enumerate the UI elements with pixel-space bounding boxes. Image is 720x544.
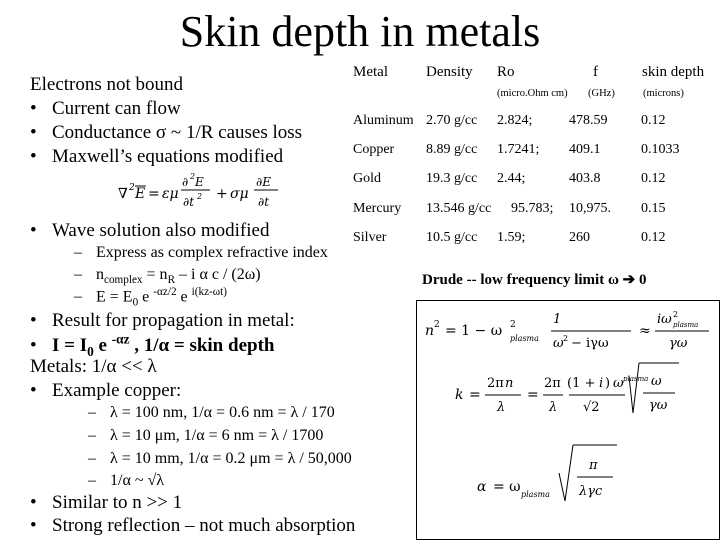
bullet-current — [30, 98, 181, 120]
sub-express: – Express as complex refractive index — [74, 244, 328, 261]
svg-text:γω: γω — [649, 398, 668, 413]
sub-text: Express as complex refractive index — [96, 244, 328, 261]
svg-text:≈: ≈ — [639, 323, 651, 339]
bullet-result — [30, 310, 295, 332]
sub-ncomplex: – $n_{complex} = n_R - i$ α c / (2ω) — [74, 266, 261, 287]
unit-ro: (micro.Ohm cm) — [497, 88, 568, 99]
svg-text:=: = — [527, 387, 539, 403]
cell-f: 409.1 — [569, 142, 601, 157]
sub-efield: – $E = E_0$ e $^{-\alpha z/2}$ e $^{i(kz-\omega t)}$ — [74, 286, 227, 309]
copper-example-4: – 1/α ~ √λ — [88, 472, 165, 489]
bullet-text: Conductance σ ~ 1/R causes loss — [52, 122, 303, 143]
bullet-dot: • — [30, 122, 37, 143]
bullet-dot: • — [30, 515, 37, 536]
svg-text:(1 +: (1 + — [567, 376, 596, 391]
svg-text:k: k — [455, 387, 464, 403]
cell-density: 13.546 g/cc — [426, 201, 492, 216]
svg-text:2: 2 — [129, 183, 135, 193]
svg-text:λ: λ — [549, 400, 558, 415]
bullet-wave — [30, 220, 269, 242]
svg-text:2: 2 — [434, 320, 440, 330]
bullet-dot: • — [30, 310, 37, 331]
cell-density: 19.3 g/cc — [426, 171, 478, 186]
svg-text:− iγω: − iγω — [571, 336, 609, 351]
svg-text:∂: ∂ — [182, 175, 189, 189]
cell-metal: Mercury — [353, 201, 402, 216]
copper-example-2: – λ = 10 μm, 1/α = 6 nm = λ / 1700 — [88, 427, 324, 444]
svg-text:=: = — [148, 186, 160, 202]
cell-f: 10,975. — [569, 201, 611, 216]
svg-text:plasma: plasma — [673, 321, 699, 329]
drude-equations-box — [416, 300, 720, 540]
cell-metal: Aluminum — [353, 113, 414, 128]
copper-example-3: – λ = 10 mm, 1/α = 0.2 μm = λ / 50,000 — [88, 450, 352, 467]
cell-skin: 0.1033 — [641, 142, 680, 157]
svg-text:2: 2 — [510, 320, 516, 330]
svg-text:∂t: ∂t — [258, 195, 270, 209]
svg-text:= ω: = ω — [493, 479, 521, 495]
svg-text:2: 2 — [563, 334, 569, 343]
svg-text:σμ: σμ — [230, 186, 249, 202]
svg-text:n: n — [425, 323, 435, 339]
cell-skin: 0.15 — [641, 201, 666, 216]
cell-metal: Copper — [353, 142, 395, 157]
bullet-text: Strong reflection – not much absorption — [52, 515, 356, 536]
col-header-ro: Ro — [497, 64, 515, 80]
svg-text:γω: γω — [669, 336, 688, 351]
svg-text:2: 2 — [197, 192, 203, 201]
cell-f: 403.8 — [569, 171, 601, 186]
svg-text:i: i — [599, 376, 604, 391]
bullet-conductance — [30, 122, 302, 144]
svg-text:plasma: plasma — [623, 375, 649, 383]
cell-f: 260 — [569, 230, 590, 245]
svg-text:plasma: plasma — [510, 334, 539, 343]
cell-ro: 95.783; — [511, 201, 554, 216]
cell-f: 478.59 — [569, 113, 608, 128]
metals-line: Metals: 1/α << λ — [30, 356, 157, 377]
intro-line: Electrons not bound — [30, 74, 184, 95]
cell-metal: Gold — [353, 171, 381, 186]
col-header-density: Density — [426, 64, 473, 80]
unit-f: (GHz) — [588, 88, 615, 99]
bullet-dot: • — [30, 335, 37, 357]
svg-text:E: E — [195, 175, 204, 189]
bullet-dot: • — [30, 146, 37, 167]
cell-ro: 1.7241; — [497, 142, 540, 157]
svg-text:α: α — [477, 479, 487, 495]
bullet-intensity: • $I = I_0$ e $^{-\alpha z}$ , 1/α = skin depth — [30, 332, 275, 360]
cell-ro: 2.44; — [497, 171, 526, 186]
svg-text:∇: ∇ — [118, 186, 128, 202]
col-header-f: f — [593, 64, 598, 80]
maxwell-equation — [118, 168, 308, 216]
bullet-dot: • — [30, 220, 37, 241]
col-header-metal: Metal — [353, 64, 388, 80]
bullet-text: Wave solution also modified — [52, 220, 270, 241]
bullet-text: Maxwell’s equations modified — [52, 146, 284, 167]
bullet-reflection — [30, 515, 355, 537]
svg-text:εμ: εμ — [162, 186, 179, 202]
bullet-text: Similar to n >> 1 — [52, 492, 183, 513]
svg-text:=: = — [469, 387, 481, 403]
svg-text:E: E — [135, 186, 146, 202]
bullet-text: Current can flow — [52, 98, 181, 119]
svg-text:): ) — [605, 376, 611, 391]
svg-text:plasma: plasma — [521, 490, 550, 499]
svg-text:iω: iω — [657, 312, 672, 327]
cell-density: 8.89 g/cc — [426, 142, 478, 157]
cell-skin: 0.12 — [641, 171, 666, 186]
col-header-skin-depth: skin depth — [642, 64, 705, 80]
svg-text:ω: ω — [651, 374, 662, 389]
cell-ro: 2.824; — [497, 113, 533, 128]
svg-text:+: + — [216, 186, 228, 202]
cell-density: 10.5 g/cc — [426, 230, 478, 245]
bullet-text: Example copper: — [52, 380, 182, 401]
bullet-dot: • — [30, 492, 37, 513]
svg-text:ω: ω — [613, 376, 624, 391]
cell-density: 2.70 g/cc — [426, 113, 478, 128]
svg-text:1: 1 — [553, 312, 562, 327]
svg-text:∂E: ∂E — [256, 175, 271, 189]
bullet-dot: • — [30, 380, 37, 401]
cell-ro: 1.59; — [497, 230, 526, 245]
svg-text:λ: λ — [497, 400, 506, 415]
drude-equations — [417, 301, 719, 539]
bullet-example — [30, 380, 181, 402]
svg-text:2: 2 — [190, 172, 196, 181]
svg-text:n: n — [505, 376, 514, 391]
svg-text:∂t: ∂t — [183, 195, 195, 209]
svg-text:= 1 − ω: = 1 − ω — [445, 323, 503, 339]
copper-example-1: – λ = 100 nm, 1/α = 0.6 nm = λ / 170 — [88, 404, 335, 421]
bullet-maxwell — [30, 146, 283, 168]
bullet-dot: • — [30, 98, 37, 119]
drude-heading: Drude -- low frequency limit ω ➔ 0 — [422, 272, 647, 288]
svg-text:ω: ω — [553, 336, 564, 351]
svg-text:2π: 2π — [487, 376, 504, 391]
slide-title: Skin depth in metals — [179, 7, 541, 56]
svg-text:2: 2 — [673, 310, 679, 319]
cell-metal: Silver — [353, 230, 387, 245]
unit-skin: (microns) — [643, 88, 684, 99]
svg-text:2π: 2π — [544, 376, 561, 391]
bullet-text: Result for propagation in metal: — [52, 310, 295, 331]
bullet-similar — [30, 492, 182, 514]
svg-text:λγc: λγc — [579, 484, 603, 499]
svg-text:√2: √2 — [583, 400, 600, 415]
cell-skin: 0.12 — [641, 230, 666, 245]
svg-text:π: π — [589, 458, 598, 473]
cell-skin: 0.12 — [641, 113, 666, 128]
